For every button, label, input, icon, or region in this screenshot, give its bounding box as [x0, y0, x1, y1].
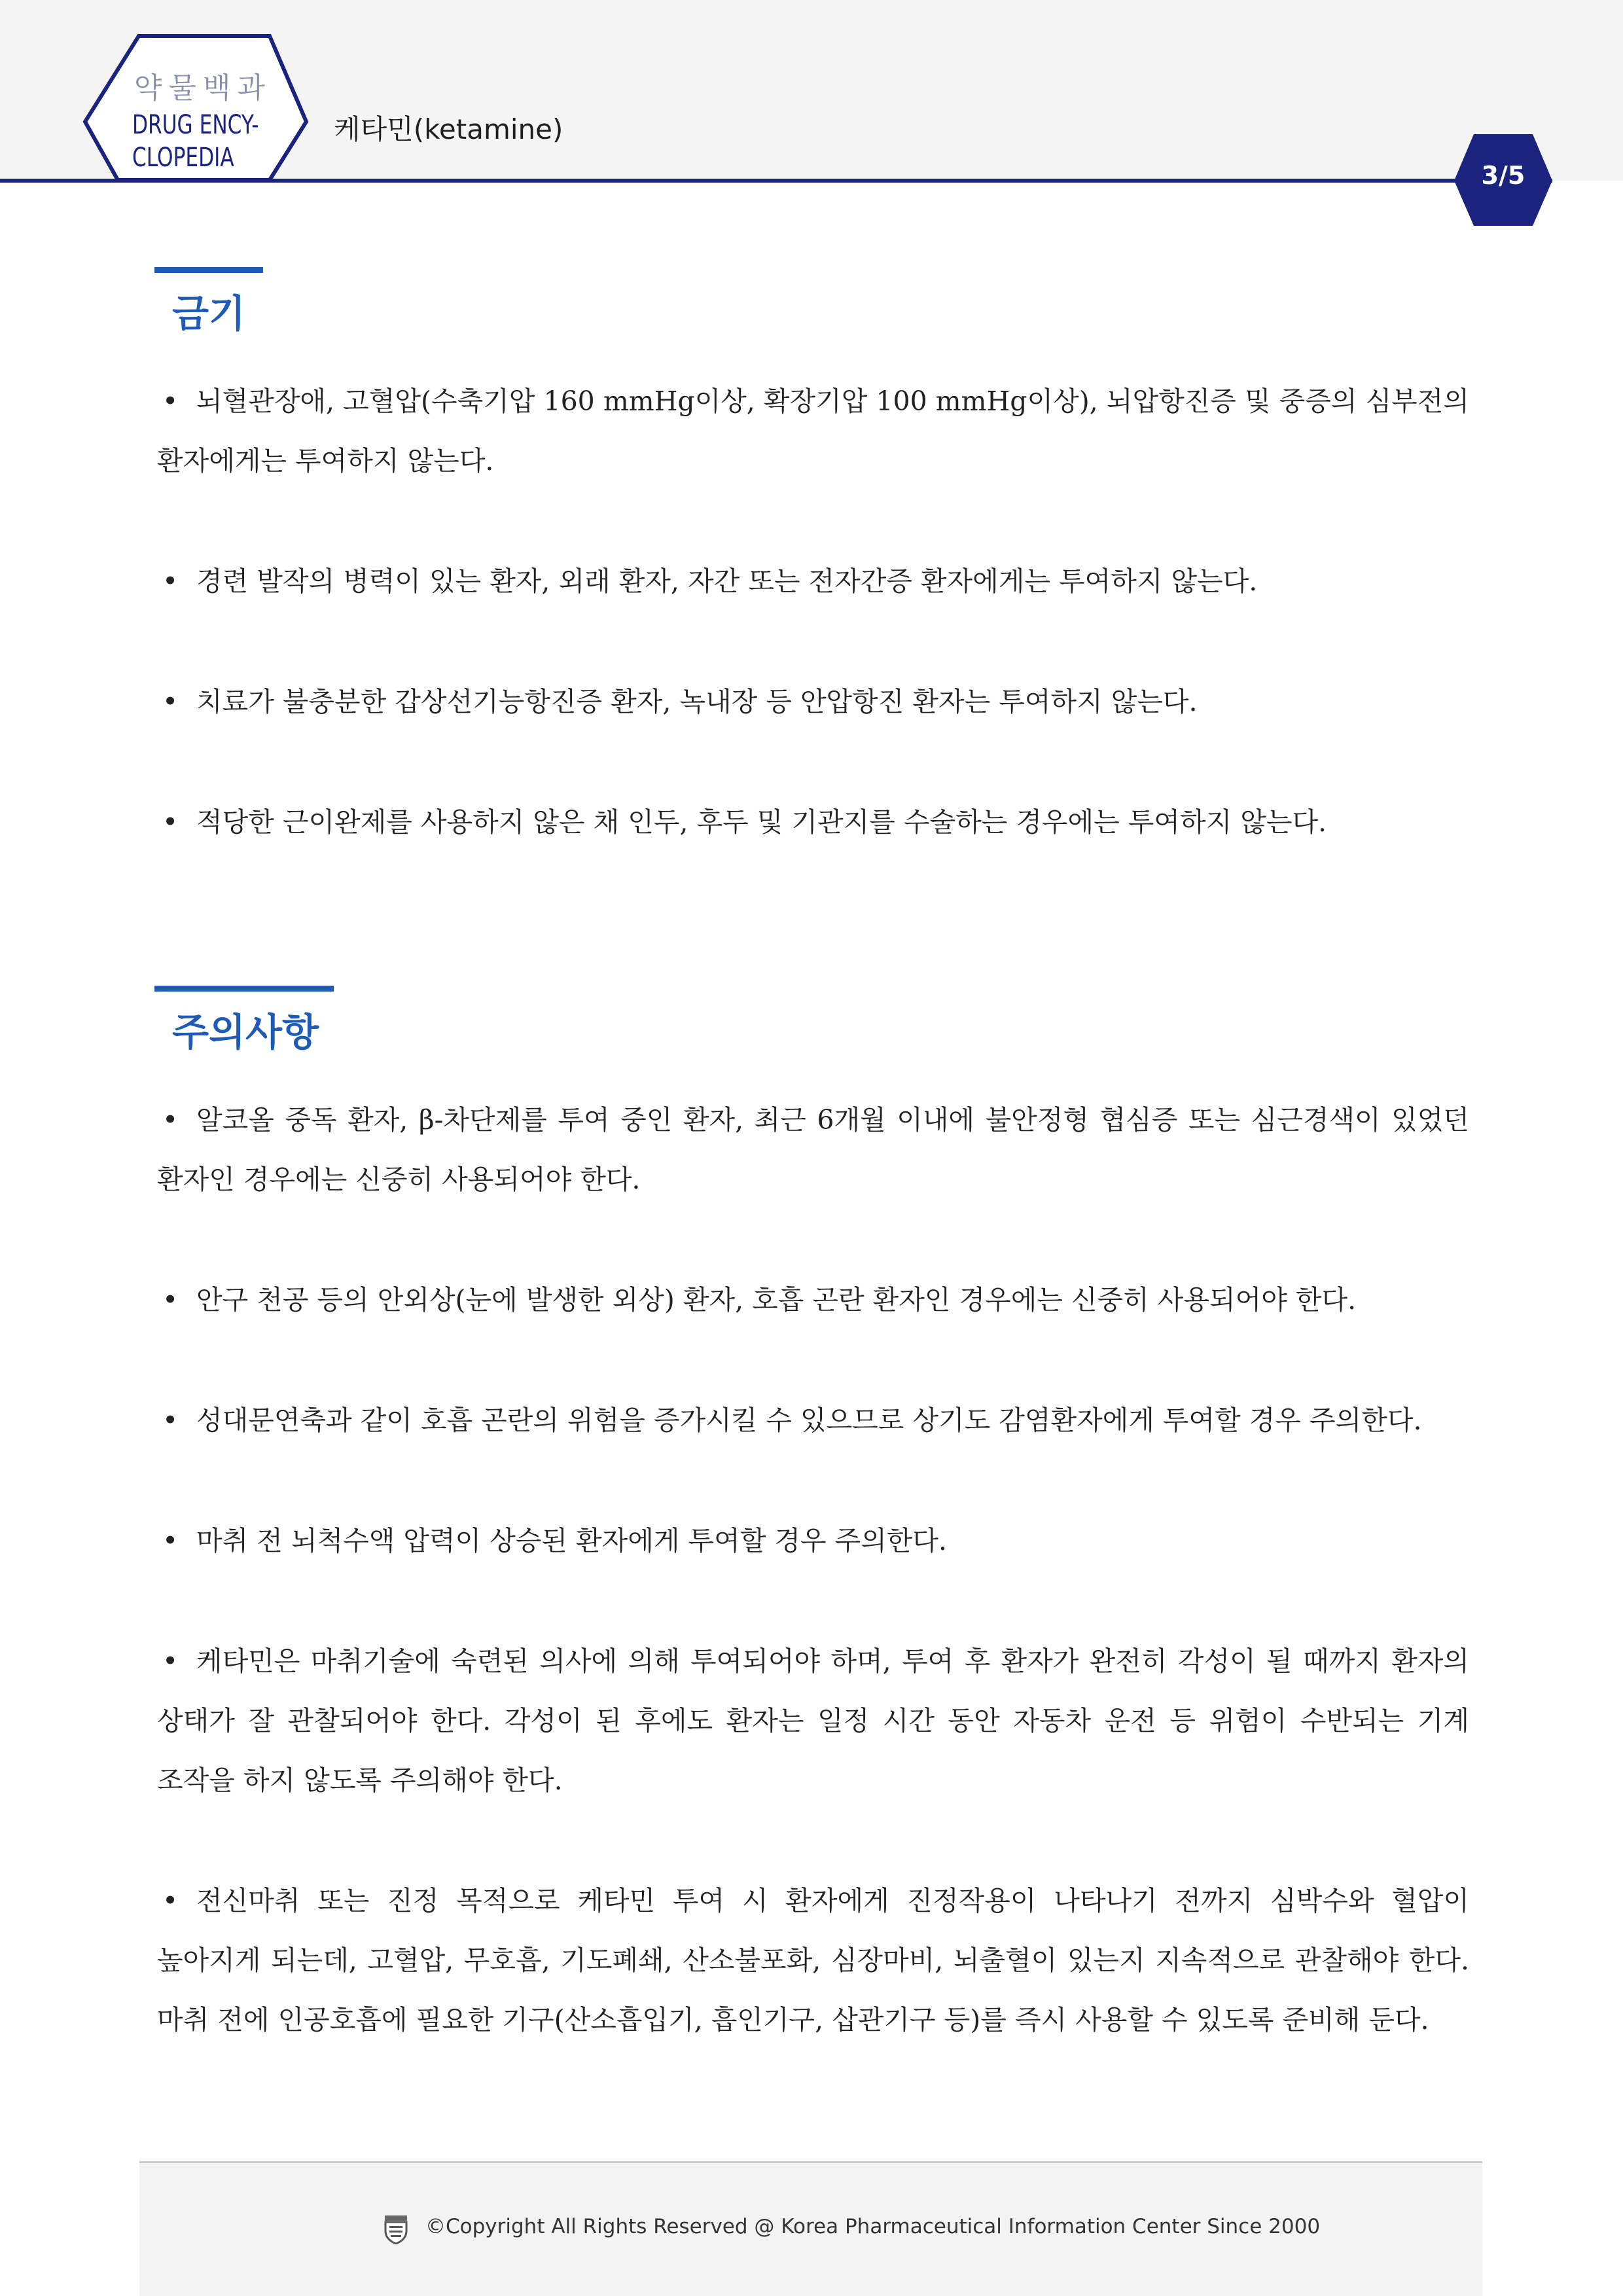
list-item: [157, 552, 1469, 611]
list-item: [157, 372, 1469, 491]
bullet-icon: •: [162, 686, 179, 717]
footer-copyright: ©Copyright All Rights Reserved @ Korea Pharmaceutical Information Center Since 2000: [425, 2215, 1321, 2238]
list-item: [157, 1632, 1469, 1810]
shield-emblem-icon: [383, 2214, 409, 2244]
bullet-icon: •: [162, 1405, 179, 1436]
bullet-icon: •: [162, 1885, 179, 1916]
bullet-icon: •: [162, 806, 179, 838]
list-item: [157, 1391, 1469, 1450]
list-item: [157, 1871, 1469, 2050]
logo-english-line2: CLOPEDIA: [132, 143, 234, 173]
list-item: [157, 1511, 1469, 1571]
precautions-list: [157, 1090, 1469, 2050]
contraindications-list: [157, 372, 1469, 852]
list-item: [157, 1270, 1469, 1330]
logo-english-text: [132, 109, 259, 174]
list-item: [157, 793, 1469, 852]
list-item-text: 전신마취 또는 진정 목적으로 케타민 투여 시 환자에게 진정작용이 나타나기 전까지 심박수와 혈압이 높아지게 되는데, 고혈압, 무호흡, 기도폐쇄, 산소불포화, 심장마비, 뇌출혈이 있는지 지속적으로 관찰해야 한다. 마취 전에 인공호흡에 필요한 기구(산소흡입기, 흡인기구, 삽관기구 등)를 즉시 사용할 수 있도록 준비해 둔다.: [157, 1885, 1469, 2036]
bullet-icon: •: [162, 1525, 179, 1556]
list-item-text: 안구 천공 등의 안외상(눈에 발생한 외상) 환자, 호흡 곤란 환자인 경우에는 신중히 사용되어야 한다.: [196, 1284, 1357, 1316]
list-item-text: 마취 전 뇌척수액 압력이 상승된 환자에게 투여할 경우 주의한다.: [196, 1525, 948, 1556]
logo-english-line1: DRUG ENCY-: [132, 110, 259, 140]
list-item-text: 케타민은 마취기술에 숙련된 의사에 의해 투여되어야 하며, 투여 후 환자가 완전히 각성이 될 때까지 환자의 상태가 잘 관찰되어야 한다. 각성이 된 후에도 환자는 일정 시간 동안 자동차 운전 등 위험이 수반되는 기계 조작을 하지 않도록 주의해야 한다.: [157, 1645, 1469, 1796]
list-item-text: 경련 발작의 병력이 있는 환자, 외래 환자, 자간 또는 전자간증 환자에게는 투여하지 않는다.: [196, 565, 1258, 597]
section-heading-precautions: 주의사항: [172, 1010, 319, 1054]
list-item-text: 알코올 중독 환자, β-차단제를 투여 중인 환자, 최근 6개월 이내에 불안정형 협심증 또는 심근경색이 있었던 환자인 경우에는 신중히 사용되어야 한다.: [157, 1104, 1469, 1195]
list-item: [157, 1090, 1469, 1210]
section-rule-contraindications: [154, 267, 263, 273]
section-heading-contraindications: 금기: [172, 291, 246, 336]
list-item: [157, 672, 1469, 732]
bullet-icon: •: [162, 1645, 179, 1677]
bullet-icon: •: [162, 1104, 179, 1136]
bullet-icon: •: [162, 1284, 179, 1316]
list-item-text: 성대문연축과 같이 호흡 곤란의 위험을 증가시킬 수 있으므로 상기도 감염환자에게 투여할 경우 주의한다.: [196, 1405, 1422, 1436]
bullet-icon: •: [162, 565, 179, 597]
logo-korean-text: 약물백과: [134, 71, 272, 105]
list-item-text: 치료가 불충분한 갑상선기능항진증 환자, 녹내장 등 안압항진 환자는 투여하지 않는다.: [196, 686, 1198, 717]
section-rule-precautions: [154, 986, 334, 992]
page-indicator: 3/5: [1481, 161, 1525, 190]
bullet-icon: •: [162, 386, 179, 417]
list-item-text: 뇌혈관장애, 고혈압(수축기압 160 mmHg이상, 확장기압 100 mmHg이상), 뇌압항진증 및 중증의 심부전의 환자에게는 투여하지 않는다.: [157, 386, 1469, 476]
list-item-text: 적당한 근이완제를 사용하지 않은 채 인두, 후두 및 기관지를 수술하는 경우에는 투여하지 않는다.: [196, 806, 1327, 838]
document-title: 케타민(ketamine): [334, 113, 563, 145]
